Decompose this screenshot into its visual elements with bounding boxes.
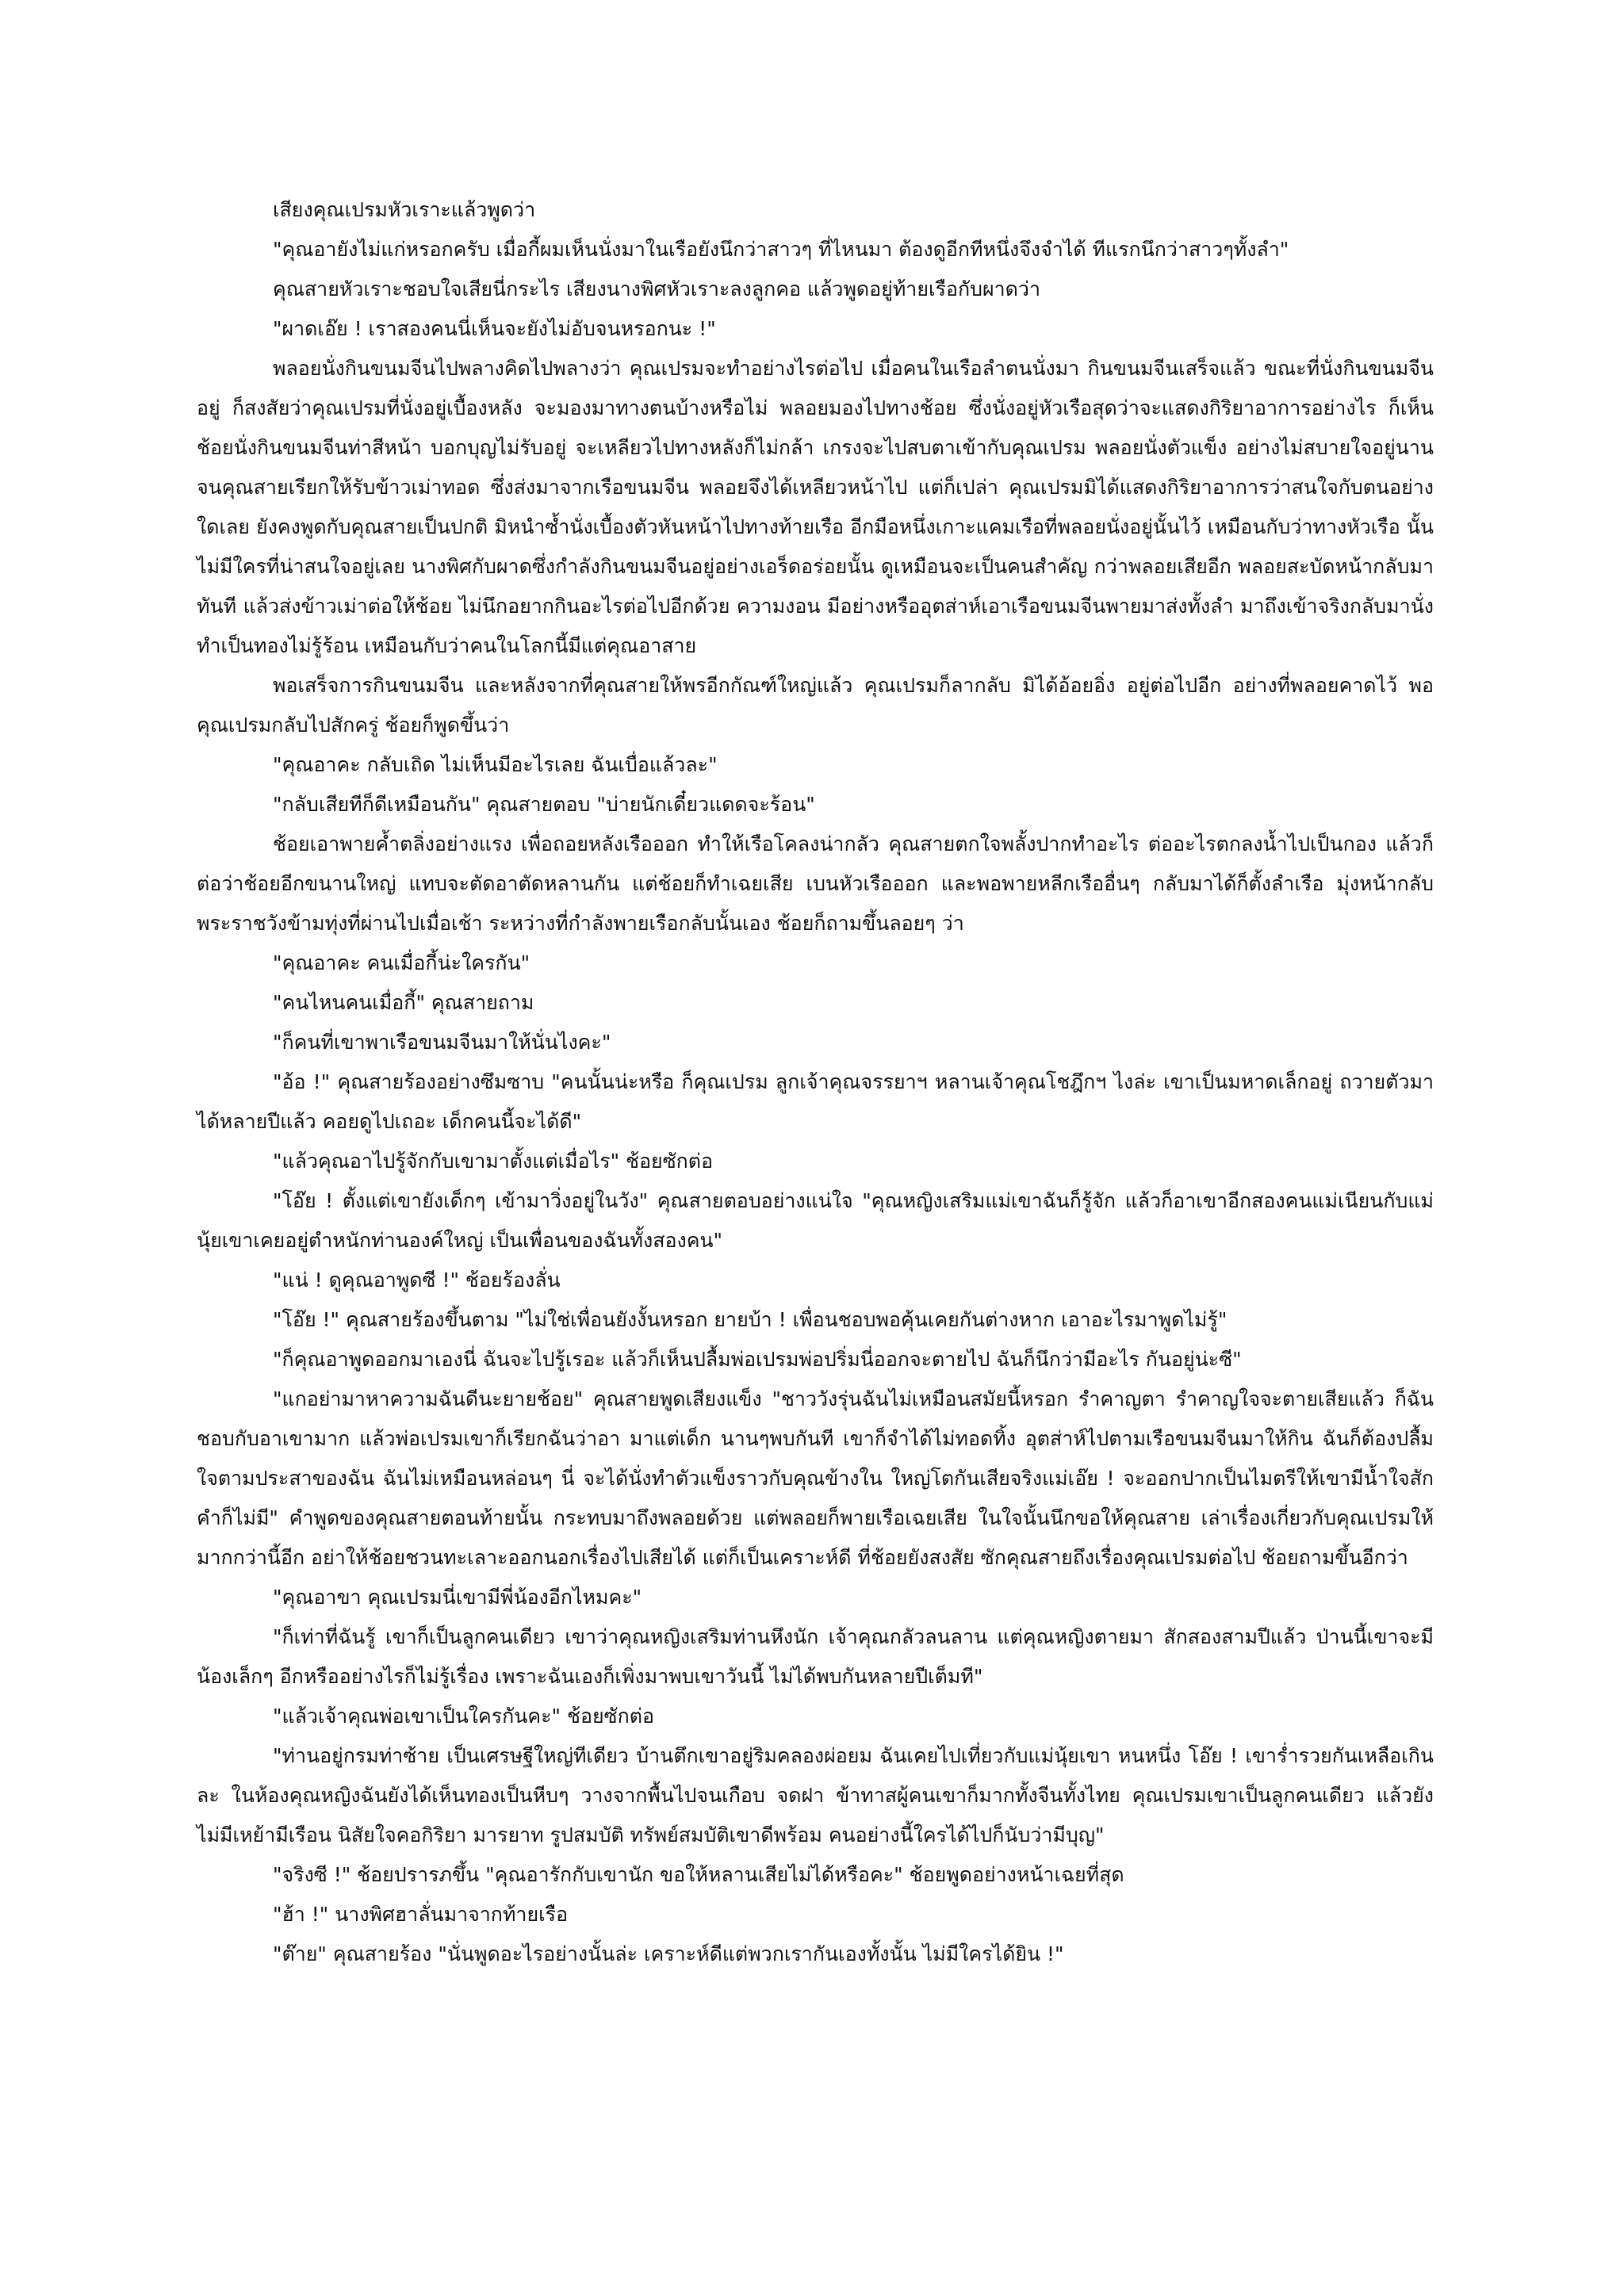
paragraph: "จริงซี !" ช้อยปรารภขึ้น "คุณอารักกับเขานัก ขอให้หลานเสียไม่ได้หรือคะ" ช้อยพูดอย่างหน้าเฉยที่สุด bbox=[273, 1863, 1124, 1886]
paragraph: เสียงคุณเปรมหัวเราะแล้วพูดว่า bbox=[273, 198, 536, 221]
paragraph: "แล้วเจ้าคุณพ่อเขาเป็นใครกันคะ" ช้อยซักต่อ bbox=[273, 1705, 654, 1728]
paragraph: "คุณอายังไม่แก่หรอกครับ เมื่อกี้ผมเห็นนั่งมาในเรือยังนึกว่าสาวๆ ที่ไหนมา ต้องดูอีกทีหนึ่งจึงจำได้ ทีแรกนึกว่าสาวๆทั้งลำ" bbox=[273, 238, 1289, 261]
paragraph: "ก็เท่าที่ฉันรู้ เขาก็เป็นลูกคนเดียว เขาว่าคุณหญิงเสริมท่านหึงนัก เจ้าคุณกลัวลนลาน แต่คุณหญิงตายมา สักสองสามปีแล้ว ป่านนี้เขาจะมีน้องเล็กๆ อีกหรืออย่างไรก็ไม่รู้เรื่อง เพราะฉันเองก็เพิ่งมาพบเขาวันนี้ ไม่ได้พบกันหลายปีเต็มที" bbox=[197, 1625, 1434, 1688]
paragraph: "คุณอาคะ กลับเถิด ไม่เห็นมีอะไรเลย ฉันเบื่อแล้วละ" bbox=[273, 753, 718, 776]
paragraph: "แกอย่ามาหาความฉันดีนะยายช้อย" คุณสายพูดเสียงแข็ง "ชาววังรุ่นฉันไม่เหมือนสมัยนี้หรอก รำคาญตา รำคาญใจจะตายเสียแล้ว ก็ฉันชอบกับอาเขามาก แล้วพ่อเปรมเขาก็เรียกฉันว่าอา มาแต่เด็ก นานๆพบกันที เขาก็จำได้ไม่ทอดทิ้ง อุตส่าห์ไปตามเรือขนมจีนมาให้กิน ฉันก็ต้องปลื้มใจตามประสาของฉัน ฉันไม่เหมือนหล่อนๆ นี่ จะได้นั่งทำตัวแข็งราวกับคุณข้างใน ใหญ่โตกันเสียจริงแม่เอ๊ย ! จะออกปากเป็นไมตรีให้เขามีน้ำใจสักคำก็ไม่มี" คำพูดของคุณสายตอนท้ายนั้น กระทบมาถึงพลอยด้วย แต่พลอยก็พายเรือเฉยเสีย ในใจนั้นนึกขอให้คุณสาย เล่าเรื่องเกี่ยวกับคุณเปรมให้มากกว่านี้อีก อย่าให้ช้อยชวนทะเลาะออกนอกเรื่องไปเสียได้ แต่ก็เป็นเคราะห์ดี ที่ช้อยยังสงสัย ซักคุณสายถึงเรื่องคุณเปรมต่อไป ช้อยถามขึ้นอีกว่า bbox=[197, 1387, 1434, 1569]
paragraph: "แล้วคุณอาไปรู้จักกับเขามาตั้งแต่เมื่อไร" ช้อยซักต่อ bbox=[273, 1150, 714, 1173]
paragraph: พอเสร็จการกินขนมจีน และหลังจากที่คุณสายให้พรอีกกัณฑ์ใหญ่แล้ว คุณเปรมก็ลากลับ มิได้อ้อยอิ่ง อยู่ต่อไปอีก อย่างที่พลอยคาดไว้ พอคุณเปรมกลับไปสักครู่ ช้อยก็พูดขึ้นว่า bbox=[197, 674, 1434, 737]
paragraph: "กลับเสียทีก็ดีเหมือนกัน" คุณสายตอบ "บ่ายนักเดี๋ยวแดดจะร้อน" bbox=[273, 793, 815, 816]
paragraph: "ฮ้า !" นางพิศฮาลั่นมาจากท้ายเรือ bbox=[273, 1903, 569, 1926]
paragraph: "ผาดเอ๊ย ! เราสองคนนี่เห็นจะยังไม่อับจนหรอกนะ !" bbox=[273, 317, 716, 340]
paragraph: "คุณอาขา คุณเปรมนี่เขามีพี่น้องอีกไหมคะ" bbox=[273, 1586, 642, 1609]
paragraph: พลอยนั่งกินขนมจีนไปพลางคิดไปพลางว่า คุณเปรมจะทำอย่างไรต่อไป เมื่อคนในเรือลำตนนั่งมา กินขนมจีนเสร็จแล้ว ขณะที่นั่งกินขนมจีนอยู่ ก็สงสัยว่าคุณเปรมที่นั่งอยู่เบื้องหลัง จะมองมาทางตนบ้างหรือไม่ พลอยมองไปทางช้อย ซึ่งนั่งอยู่หัวเรือสุดว่าจะแสดงกิริยาอาการอย่างไร ก็เห็นช้อยนั่งกินขนมจีนท่าสีหน้า บอกบุญไม่รับอยู่ จะเหลียวไปทางหลังก็ไม่กล้า เกรงจะไปสบตาเข้ากับคุณเปรม พลอยนั่งตัวแข็ง อย่างไม่สบายใจอยู่นาน จนคุณสายเรียกให้รับข้าวเม่าทอด ซึ่งส่งมาจากเรือขนมจีน พลอยจึงได้เหลียวหน้าไป แต่ก็เปล่า คุณเปรมมิได้แสดงกิริยาอาการว่าสนใจกับตนอย่างใดเลย ยังคงพูดกับคุณสายเป็นปกติ มิหนำซ้ำนั่งเบื้องตัวหันหน้าไปทางท้ายเรือ อีกมือหนึ่งเกาะแคมเรือที่พลอยนั่งอยู่นั้นไว้ เหมือนกับว่าทางหัวเรือ นั้นไม่มีใครที่น่าสนใจอยู่เลย นางพิศกับผาดซึ่งกำลังกินขนมจีนอยู่อย่างเอร็ดอร่อยนั้น ดูเหมือนจะเป็นคนสำคัญ กว่าพลอยเสียอีก พลอยสะบัดหน้ากลับมาทันที แล้วส่งข้าวเม่าต่อให้ช้อย ไม่นึกอยากกินอะไรต่อไปอีกด้วย ความงอน มีอย่างหรืออุตส่าห์เอาเรือขนมจีนพายมาส่งทั้งลำ มาถึงเข้าจริงกลับมานั่งทำเป็นทองไม่รู้ร้อน เหมือนกับว่าคนในโลกนี้มีแต่คุณอาสาย bbox=[197, 357, 1434, 657]
paragraph: "คุณอาคะ คนเมื่อกี้น่ะใครกัน" bbox=[273, 951, 530, 974]
paragraph: "อ้อ !" คุณสายร้องอย่างซึมซาบ "คนนั้นน่ะหรือ ก็คุณเปรม ลูกเจ้าคุณจรรยาฯ หลานเจ้าคุณโชฎึกฯ ไงล่ะ เขาเป็นมหาดเล็กอยู่ ถวายตัวมาได้หลายปีแล้ว คอยดูไปเถอะ เด็กคนนี้จะได้ดี" bbox=[197, 1070, 1434, 1133]
body-text bbox=[197, 190, 1434, 1974]
paragraph: "ท่านอยู่กรมท่าซ้าย เป็นเศรษฐีใหญ่ทีเดียว บ้านตึกเขาอยู่ริมคลองผ่อยม ฉันเคยไปเที่ยวกับแม่นุ้ยเขา หนหนึ่ง โอ๊ย ! เขาร่ำรวยกันเหลือเกินละ ในห้องคุณหญิงฉันยังได้เห็นทองเป็นหีบๆ วางจากพื้นไปจนเกือบ จดฝา ข้าทาสผู้คนเขาก็มากทั้งจีนทั้งไทย คุณเปรมเขาเป็นลูกคนเดียว แล้วยังไม่มีเหย้ามีเรือน นิสัยใจคอกิริยา มารยาท รูปสมบัติ ทรัพย์สมบัติเขาดีพร้อม คนอย่างนี้ใครได้ไปก็นับว่ามีบุญ" bbox=[197, 1744, 1434, 1846]
paragraph: "โอ๊ย !" คุณสายร้องขึ้นตาม "ไม่ใช่เพื่อนยังงั้นหรอก ยายบ้า ! เพื่อนชอบพอคุ้นเคยกันต่างหาก เอาอะไรมาพูดไม่รู้" bbox=[273, 1308, 1228, 1331]
paragraph: ช้อยเอาพายค้ำตลิ่งอย่างแรง เพื่อถอยหลังเรือออก ทำให้เรือโคลงน่ากลัว คุณสายตกใจพลั้งปากทำอะไร ต่ออะไรตกลงน้ำไปเป็นกอง แล้วก็ต่อว่าช้อยอีกขนานใหญ่ แทบจะตัดอาตัดหลานกัน แต่ช้อยก็ทำเฉยเสีย เบนหัวเรือออก และพอพายหลีกเรืออื่นๆ กลับมาได้ก็ตั้งลำเรือ มุ่งหน้ากลับพระราชวังข้ามทุ่งที่ผ่านไปเมื่อเช้า ระหว่างที่กำลังพายเรือกลับนั้นเอง ช้อยก็ถามขึ้นลอยๆ ว่า bbox=[197, 832, 1434, 935]
paragraph: "ก็คุณอาพูดออกมาเองนี่ ฉันจะไปรู้เรอะ แล้วก็เห็นปลื้มพ่อเปรมพ่อปริ่มนี่ออกจะตายไป ฉันก็นึกว่ามีอะไร กันอยู่น่ะซี" bbox=[273, 1348, 1242, 1371]
paragraph: "โอ๊ย ! ตั้งแต่เขายังเด็กๆ เข้ามาวิ่งอยู่ในวัง" คุณสายตอบอย่างแน่ใจ "คุณหญิงเสริมแม่เขาฉันก็รู้จัก แล้วก็อาเขาอีกสองคนแม่เนียนกับแม่นุ้ยเขาเคยอยู่ตำหนักท่านองค์ใหญ่ เป็นเพื่อนของฉันทั้งสองคน" bbox=[197, 1189, 1434, 1252]
paragraph: คุณสายหัวเราะชอบใจเสียนี่กระไร เสียงนางพิศหัวเราะลงลูกคอ แล้วพูดอยู่ท้ายเรือกับผาดว่า bbox=[273, 277, 1040, 300]
paragraph: "ก็คนที่เขาพาเรือขนมจีนมาให้นั่นไงคะ" bbox=[273, 1031, 611, 1054]
paragraph: "แน่ ! ดูคุณอาพูดซี !" ช้อยร้องลั่น bbox=[273, 1269, 561, 1292]
paragraph: "คนไหนคนเมื่อกี้" คุณสายถาม bbox=[273, 991, 534, 1014]
paragraph: "ต๊าย" คุณสายร้อง "นั่นพูดอะไรอย่างนั้นล่ะ เคราะห์ดีแต่พวกเรากันเองทั้งนั้น ไม่มีใครได้ยิน !" bbox=[273, 1942, 1064, 1965]
